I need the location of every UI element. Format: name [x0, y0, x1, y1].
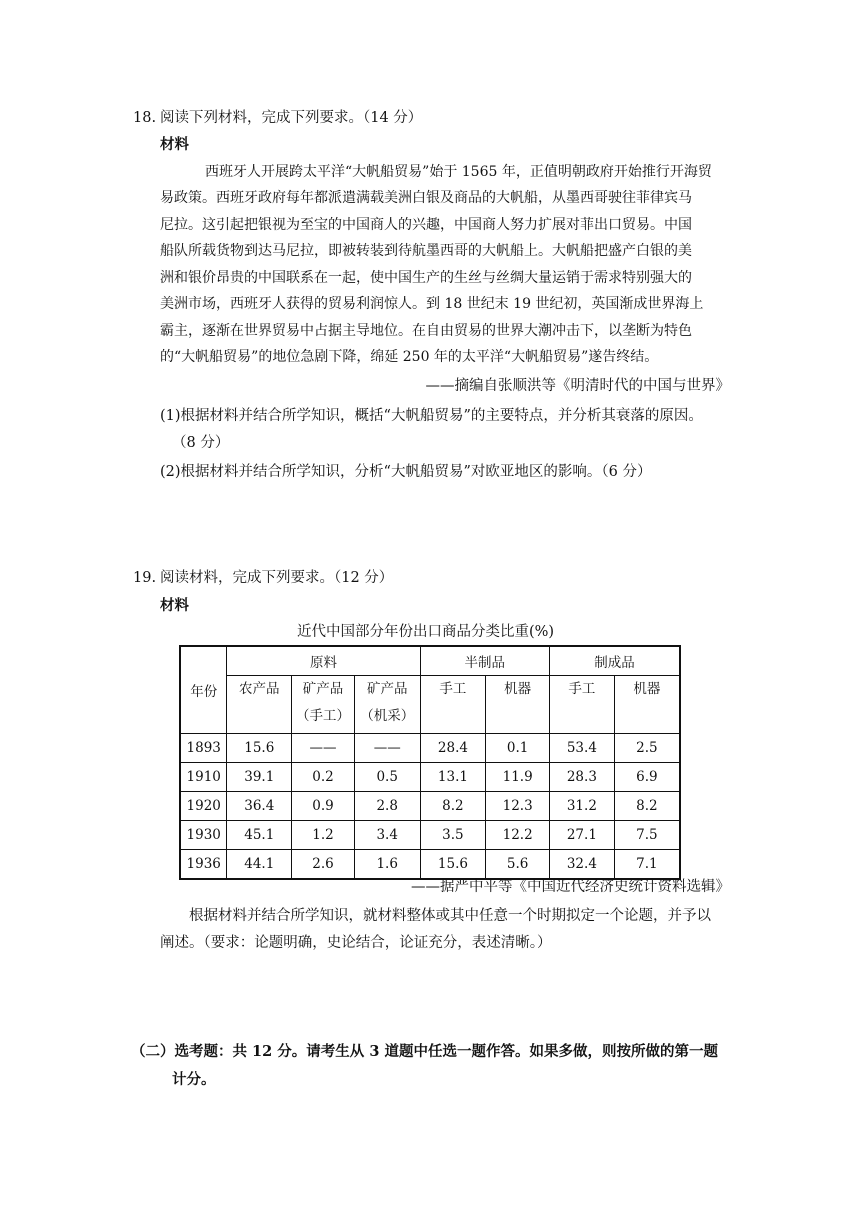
table-cell: 28.4 — [420, 734, 486, 763]
subheader-cell: 机器 — [486, 676, 550, 734]
q19-material-label: 材料 — [160, 597, 189, 614]
table-cell: 0.5 — [354, 763, 420, 792]
q19-instruction-cont: 阐述。（要求：论题明确，史论结合，论证充分，表述清晰。） — [160, 935, 552, 951]
table-cell: 1893 — [180, 734, 227, 763]
table-cell: 1936 — [180, 850, 227, 880]
table-cell: 1920 — [180, 792, 227, 821]
material-line: 船队所载货物到达马尼拉，即被转装到待航墨西哥的大帆船上。大帆船把盛产白银的美 — [160, 243, 692, 259]
table-subheader-row — [180, 676, 680, 734]
table-cell: 12.2 — [486, 821, 550, 850]
table-cell: 1910 — [180, 763, 227, 792]
q18-stem: 阅读下列材料，完成下列要求。（14 分） — [160, 110, 423, 126]
q18-sub1: (1)根据材料并结合所学知识，概括“大帆船贸易”的主要特点，并分析其衰落的原因。 — [160, 408, 703, 424]
table-cell: 8.2 — [614, 792, 680, 821]
material-line: 易政策。西班牙政府每年都派遣满载美洲白银及商品的大帆船，从墨西哥驶往菲律宾马 — [160, 190, 692, 206]
table-cell: 2.6 — [292, 850, 355, 880]
table-cell: 3.5 — [420, 821, 486, 850]
q19-source: ——据严中平等《中国近代经济史统计资料选辑》 — [411, 879, 730, 895]
table-cell: 15.6 — [227, 734, 292, 763]
table-cell: 11.9 — [486, 763, 550, 792]
q19-number: 19. — [133, 570, 157, 586]
q18-material-label: 材料 — [160, 136, 189, 153]
table-cell: 5.6 — [486, 850, 550, 880]
q19-stem: 阅读材料，完成下列要求。（12 分） — [160, 570, 394, 586]
table-cell: 1930 — [180, 821, 227, 850]
subheader-cell: 手工 — [420, 676, 486, 734]
table-cell: 0.1 — [486, 734, 550, 763]
table-cell: 45.1 — [227, 821, 292, 850]
material-line: 西班牙人开展跨太平洋“大帆船贸易”始于 1565 年，正值明朝政府开始推行开海贸 — [205, 164, 712, 180]
subheader-cell: 手工 — [550, 676, 615, 734]
material-line: 洲和银价昂贵的中国联系在一起，使中国生产的生丝与丝绸大量运销于需求特别强大的 — [160, 270, 692, 286]
export-table — [179, 645, 681, 880]
table-cell: 36.4 — [227, 792, 292, 821]
material-line: 的“大帆船贸易”的地位急剧下降，绵延 250 年的太平洋“大帆船贸易”遂告终结。 — [160, 349, 659, 365]
subheader-cell: 矿产品 （机采） — [354, 676, 420, 734]
subheader-cell: 农产品 — [227, 676, 292, 734]
year-header: 年份 — [180, 646, 227, 734]
table-cell: 1.2 — [292, 821, 355, 850]
table-title: 近代中国部分年份出口商品分类比重(%) — [297, 624, 555, 640]
table-row — [180, 821, 680, 850]
table-cell: 1.6 — [354, 850, 420, 880]
table-cell: 7.5 — [614, 821, 680, 850]
q18-number: 18. — [133, 110, 157, 126]
table-cell: 6.9 — [614, 763, 680, 792]
section2-heading-cont: 计分。 — [172, 1071, 216, 1088]
table-cell: 39.1 — [227, 763, 292, 792]
table-cell: 0.2 — [292, 763, 355, 792]
q18-sub2: (2)根据材料并结合所学知识，分析“大帆船贸易”对欧亚地区的影响。（6 分） — [160, 464, 652, 480]
table-row — [180, 734, 680, 763]
table-cell: 2.8 — [354, 792, 420, 821]
table-cell: 8.2 — [420, 792, 486, 821]
table-cell: 3.4 — [354, 821, 420, 850]
table-header-row — [180, 646, 680, 676]
q18-source: ——摘编自张顺洪等《明清时代的中国与世界》 — [425, 378, 730, 394]
table-cell: 53.4 — [550, 734, 615, 763]
table-cell: 31.2 — [550, 792, 615, 821]
subheader-cell: 矿产品 （手工） — [292, 676, 355, 734]
table-cell: 15.6 — [420, 850, 486, 880]
subheader-cell: 机器 — [614, 676, 680, 734]
material-line: 尼拉。这引起把银视为至宝的中国商人的兴趣，中国商人努力扩展对菲出口贸易。中国 — [160, 217, 692, 233]
table-row — [180, 792, 680, 821]
group-header: 原料 — [227, 646, 420, 676]
group-header: 制成品 — [550, 646, 680, 676]
material-line: 美洲市场，西班牙人获得的贸易利润惊人。到 18 世纪末 19 世纪初，英国渐成世界海上 — [160, 296, 704, 312]
table-cell: 7.1 — [614, 850, 680, 880]
table-cell: 12.3 — [486, 792, 550, 821]
q18-sub1-score: （8 分） — [172, 435, 230, 451]
material-line: 霸主，逐渐在世界贸易中占据主导地位。在自由贸易的世界大潮冲击下，以垄断为特色 — [160, 323, 692, 339]
section2-heading: （二）选考题：共 12 分。请考生从 3 道题中任选一题作答。如果多做，则按所做的第一题 — [131, 1043, 718, 1060]
table-cell: 13.1 — [420, 763, 486, 792]
table-cell: —— — [354, 734, 420, 763]
table-cell: 0.9 — [292, 792, 355, 821]
table-cell: 32.4 — [550, 850, 615, 880]
table-cell: 44.1 — [227, 850, 292, 880]
q19-instruction: 根据材料并结合所学知识，就材料整体或其中任意一个时期拟定一个论题，并予以 — [189, 908, 711, 924]
table-cell: —— — [292, 734, 355, 763]
group-header: 半制品 — [420, 646, 549, 676]
table-cell: 2.5 — [614, 734, 680, 763]
table-cell: 28.3 — [550, 763, 615, 792]
table-row — [180, 763, 680, 792]
table-cell: 27.1 — [550, 821, 615, 850]
